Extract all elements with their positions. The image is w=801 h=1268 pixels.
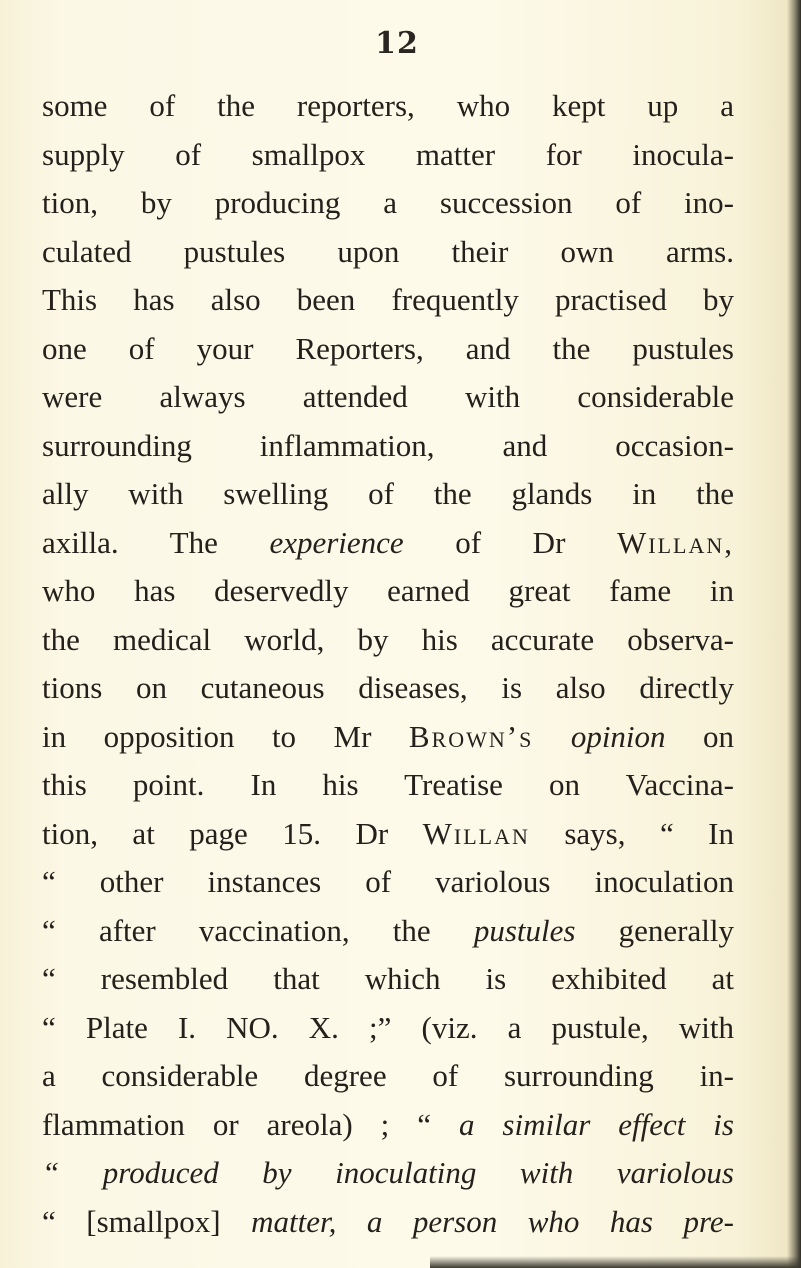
text-segment: generally <box>575 912 734 948</box>
text-line-4: culated pustules upon their own arms. <box>42 233 734 269</box>
text-segment: in opposition to Mr <box>42 718 409 754</box>
italic-pustules: pustules <box>473 912 576 948</box>
text-segment: “ after vaccination, the <box>42 912 474 948</box>
text-line-8: surrounding inflammation, and occasion- <box>42 427 734 463</box>
text-line-10 <box>42 519 734 568</box>
bottom-edge-shadow <box>430 1256 801 1268</box>
text-line-3: tion, by producing a succession of ino- <box>42 185 734 220</box>
text-line-1: some of the reporters, who kept up a <box>42 88 734 123</box>
page-edge-shadow <box>787 0 801 1268</box>
text-line-20: “ Plate I. NO. X. ;” (viz. a pustule, with <box>42 1009 734 1045</box>
name-willan: Willan <box>422 815 530 851</box>
text-line-15: this point. In his Treatise on Vaccina- <box>42 767 734 802</box>
text-line-6: one of your Reporters, and the pustules <box>42 330 734 366</box>
text-segment: tion, at page 15. Dr <box>42 815 423 851</box>
text-line-11: who has deservedly earned great fame in <box>42 573 734 608</box>
text-segment <box>533 719 570 754</box>
text-segment: “ [smallpox] <box>42 1203 252 1239</box>
page-number: 12 <box>375 26 419 61</box>
text-line-24 <box>42 1198 734 1247</box>
text-line-2: supply of smallpox matter for inocula- <box>42 136 734 172</box>
text-segment: of Dr <box>403 524 617 560</box>
body-text <box>42 82 734 1246</box>
text-line-16 <box>42 810 734 859</box>
text-line-23: “ produced by inoculating with variolous <box>42 1155 734 1190</box>
text-line-13: tions on cutaneous diseases, is also directly <box>42 670 734 705</box>
text-line-18 <box>42 907 734 956</box>
text-line-14 <box>42 713 734 762</box>
text-segment: axilla. The <box>42 524 270 560</box>
name-brown: Brown’s <box>408 718 534 754</box>
italic-opinion: opinion <box>570 718 666 754</box>
text-segment: flammation or areola) ; “ <box>42 1106 459 1142</box>
text-line-12: the medical world, by his accurate observa- <box>42 621 734 657</box>
name-willan: Willan, <box>617 524 734 560</box>
italic-experience: experience <box>269 524 404 560</box>
italic-quote: a similar effect is <box>458 1106 734 1142</box>
text-line-22 <box>42 1101 734 1150</box>
text-line-5: This has also been frequently practised by <box>42 282 734 317</box>
text-line-9: ally with swelling of the glands in the <box>42 476 734 511</box>
text-line-19: “ resembled that which is exhibited at <box>42 961 734 996</box>
text-line-21: a considerable degree of surrounding in- <box>42 1058 734 1093</box>
text-line-17: “ other instances of variolous inoculation <box>42 864 734 899</box>
italic-quote: matter, a person who has pre- <box>251 1203 735 1239</box>
text-segment: says, “ In <box>529 815 734 851</box>
text-segment: on <box>665 718 735 754</box>
text-line-7: were always attended with considerable <box>42 379 734 414</box>
